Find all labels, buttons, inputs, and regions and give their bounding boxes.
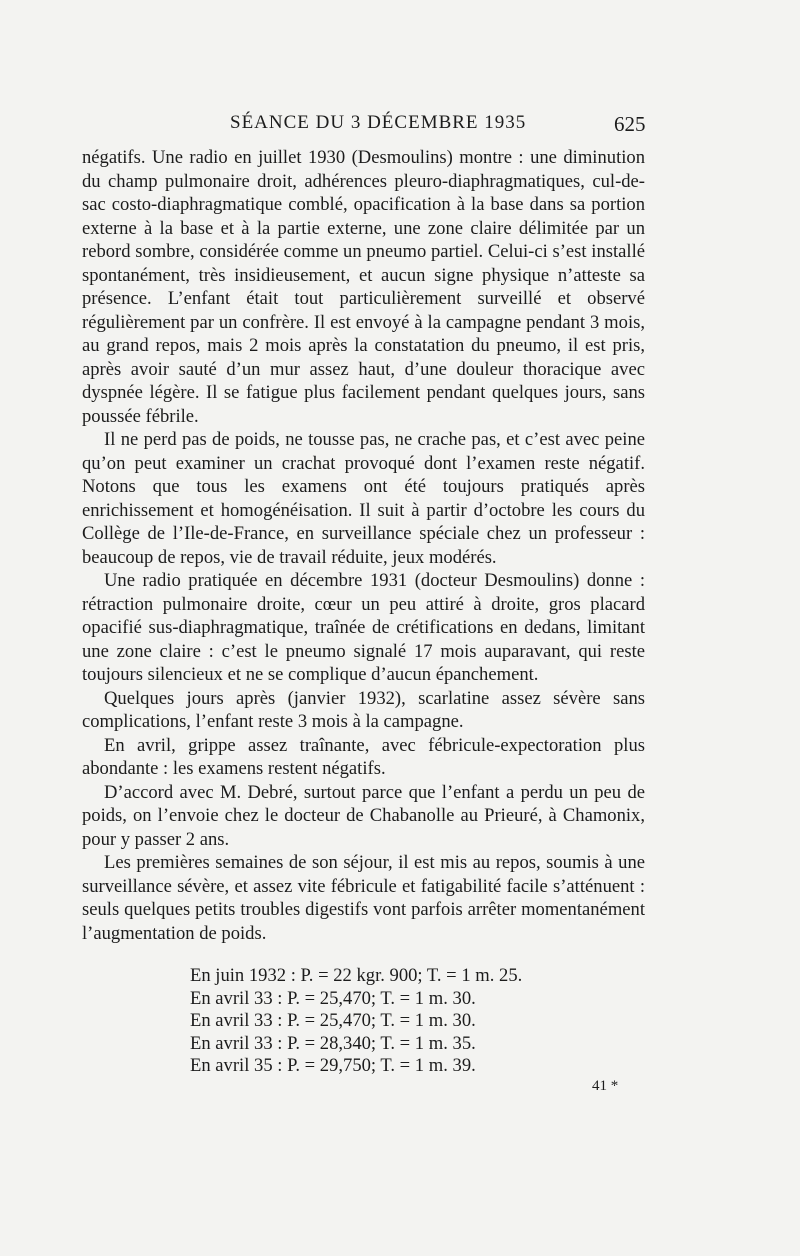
paragraph: négatifs. Une radio en juillet 1930 (Desmoulins) montre : une diminution du champ pulmonaire droit, adhérences pleuro-diaphragmatiques, cul-de-sac costo-diaphragmatique comblé, opacification à la base dans sa portion externe à la base et à la partie externe, une zone claire délimitée par un rebord sombre, considérée comme un pneumo partiel. Celui-ci s’est installé spontanément, très insidieusement, et aucun signe physique n’atteste sa présence. L’enfant était tout particulièrement surveillé et observé régulièrement par un confrère. Il est envoyé à la campagne pendant 3 mois, au grand repos, mais 2 mois après la constatation du pneumo, il est pris, après avoir sauté d’un mur assez haut, d’une douleur thoracique avec dyspnée légère. Il se fatigue plus facilement pendant quelques jours, sans poussée fébrile. xyxy=(82,147,645,427)
body-text xyxy=(82,146,645,945)
page-number: 625 xyxy=(614,112,646,136)
running-head xyxy=(0,112,800,140)
paragraph: En avril, grippe assez traînante, avec fébricule-expectoration plus abondante : les examens restent négatifs. xyxy=(82,734,645,779)
signature-mark: 41 * xyxy=(592,1078,619,1094)
paragraph: Quelques jours après (janvier 1932), scarlatine assez sévère sans complications, l’enfant reste 3 mois à la campagne. xyxy=(82,687,645,732)
measurement-row: En avril 33 : P. = 25,470; T. = 1 m. 30. xyxy=(190,987,476,1009)
paragraph: Il ne perd pas de poids, ne tousse pas, ne crache pas, et c’est avec peine qu’on peut examiner un crachat provoqué dont l’examen reste négatif. Notons que tous les examens ont été toujours pratiqués après enrichissement et homogénéisation. Il suit à partir d’octobre les cours du Collège de l’Ile-de-France, en surveillance spéciale chez un professeur : beaucoup de repos, vie de travail réduite, jeux modérés. xyxy=(82,429,645,568)
running-title: SÉANCE DU 3 DÉCEMBRE 1935 xyxy=(230,112,527,133)
weight-height-table xyxy=(190,965,522,1078)
paragraph: Les premières semaines de son séjour, il est mis au repos, soumis à une surveillance sévère, et assez vite fébricule et fatigabilité facile s’atténuent : seuls quelques petits troubles digestifs vont parfois arrêter momentanément l’augmentation de poids. xyxy=(82,852,645,944)
paragraph: D’accord avec M. Debré, surtout parce que l’enfant a perdu un peu de poids, on l’envoie chez le docteur de Chabanolle au Prieuré, à Chamonix, pour y passer 2 ans. xyxy=(82,781,645,850)
measurement-row: En avril 35 : P. = 29,750; T. = 1 m. 39. xyxy=(190,1055,476,1076)
measurement-row: En juin 1932 : P. = 22 kgr. 900; T. = 1 m. 25. xyxy=(190,965,523,986)
measurement-row: En avril 33 : P. = 25,470; T. = 1 m. 30. xyxy=(190,1010,476,1031)
paragraph: Une radio pratiquée en décembre 1931 (docteur Desmoulins) donne : rétraction pulmonaire droite, cœur un peu attiré à droite, gros placard opacifié sus-diaphragmatique, traînée de crétifications en dedans, limitant une zone claire : c’est le pneumo signalé 17 mois auparavant, qui reste toujours silencieux et ne se complique d’aucun épanchement. xyxy=(82,570,645,685)
measurement-row: En avril 33 : P. = 28,340; T. = 1 m. 35. xyxy=(190,1032,476,1054)
